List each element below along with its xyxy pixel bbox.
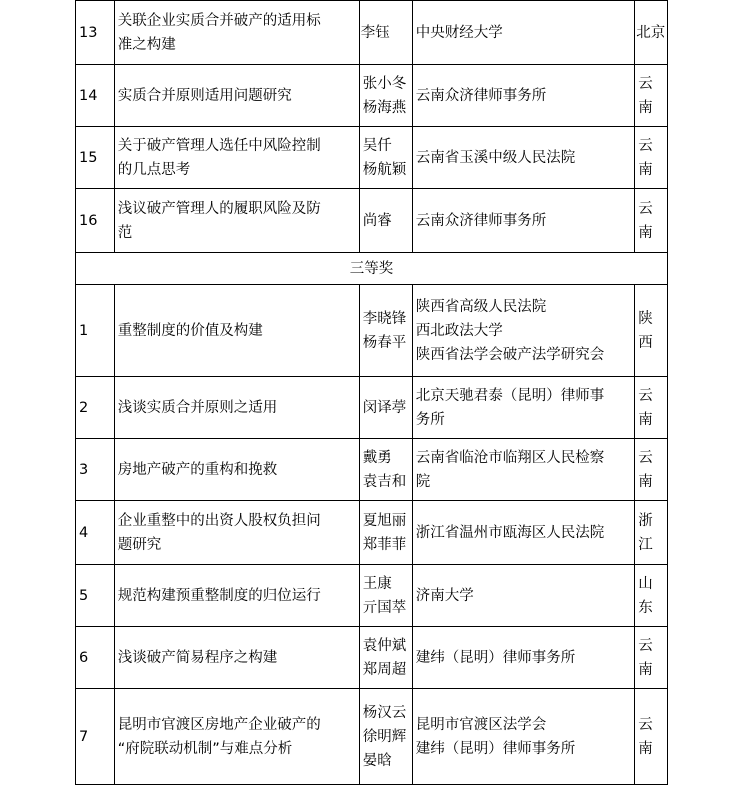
paper-title: 浅谈实质合并原则之适用 (114, 377, 359, 439)
paper-title: 房地产破产的重构和挽救 (114, 439, 359, 501)
row-number: 4 (76, 501, 115, 565)
unit-cell: 陕西省高级人民法院 西北政法大学 陕西省法学会破产法学研究会 (412, 285, 635, 377)
unit-cell: 云南众济律师事务所 (412, 189, 635, 253)
region-cell: 北京 (635, 1, 668, 65)
author-cell: 杨汉云 徐明辉 晏晗 (359, 689, 412, 785)
row-number: 2 (76, 377, 115, 439)
section-title: 三等奖 (76, 253, 668, 285)
region-cell: 山东 (635, 565, 668, 627)
table-row (76, 501, 668, 565)
paper-title: 关联企业实质合并破产的适用标 准之构建 (114, 1, 359, 65)
unit-cell: 济南大学 (412, 565, 635, 627)
row-number: 15 (76, 127, 115, 189)
region-cell: 陕西 (635, 285, 668, 377)
paper-title: 规范构建预重整制度的归位运行 (114, 565, 359, 627)
region-cell: 云南 (635, 627, 668, 689)
author-cell: 李晓锋 杨春平 (359, 285, 412, 377)
paper-title: 实质合并原则适用问题研究 (114, 65, 359, 127)
row-number: 3 (76, 439, 115, 501)
row-number: 7 (76, 689, 115, 785)
table-row (76, 565, 668, 627)
region-cell: 云南 (635, 377, 668, 439)
unit-cell: 昆明市官渡区法学会 建纬（昆明）律师事务所 (412, 689, 635, 785)
paper-title: 关于破产管理人选任中风险控制 的几点思考 (114, 127, 359, 189)
table-row (76, 189, 668, 253)
author-cell: 李钰 (359, 1, 412, 65)
row-number: 1 (76, 285, 115, 377)
row-number: 6 (76, 627, 115, 689)
region-cell: 云南 (635, 689, 668, 785)
paper-title: 昆明市官渡区房地产企业破产的 “府院联动机制”与难点分析 (114, 689, 359, 785)
table-row (76, 439, 668, 501)
unit-cell: 浙江省温州市瓯海区人民法院 (412, 501, 635, 565)
region-cell: 浙江 (635, 501, 668, 565)
unit-cell: 建纬（昆明）律师事务所 (412, 627, 635, 689)
table-row (76, 285, 668, 377)
author-cell: 王康 亓国萃 (359, 565, 412, 627)
author-cell: 尚睿 (359, 189, 412, 253)
unit-cell: 中央财经大学 (412, 1, 635, 65)
table-row (76, 689, 668, 785)
unit-cell: 云南省临沧市临翔区人民检察 院 (412, 439, 635, 501)
unit-cell: 云南众济律师事务所 (412, 65, 635, 127)
award-table (75, 0, 668, 785)
author-cell: 袁仲斌 郑周超 (359, 627, 412, 689)
row-number: 16 (76, 189, 115, 253)
paper-title: 企业重整中的出资人股权负担问 题研究 (114, 501, 359, 565)
author-cell: 闵译葶 (359, 377, 412, 439)
row-number: 5 (76, 565, 115, 627)
table-row (76, 1, 668, 65)
table-row (76, 377, 668, 439)
section-header-row (76, 253, 668, 285)
region-cell: 云南 (635, 65, 668, 127)
table-row (76, 127, 668, 189)
paper-title: 浅谈破产简易程序之构建 (114, 627, 359, 689)
region-cell: 云南 (635, 189, 668, 253)
paper-title: 重整制度的价值及构建 (114, 285, 359, 377)
table-row (76, 627, 668, 689)
region-cell: 云南 (635, 127, 668, 189)
author-cell: 戴勇 袁吉和 (359, 439, 412, 501)
paper-title: 浅议破产管理人的履职风险及防 范 (114, 189, 359, 253)
region-cell: 云南 (635, 439, 668, 501)
unit-cell: 云南省玉溪中级人民法院 (412, 127, 635, 189)
table-row (76, 65, 668, 127)
row-number: 14 (76, 65, 115, 127)
author-cell: 吴仟 杨航颖 (359, 127, 412, 189)
unit-cell: 北京天驰君泰（昆明）律师事 务所 (412, 377, 635, 439)
author-cell: 张小冬 杨海燕 (359, 65, 412, 127)
row-number: 13 (76, 1, 115, 65)
author-cell: 夏旭丽 郑菲菲 (359, 501, 412, 565)
